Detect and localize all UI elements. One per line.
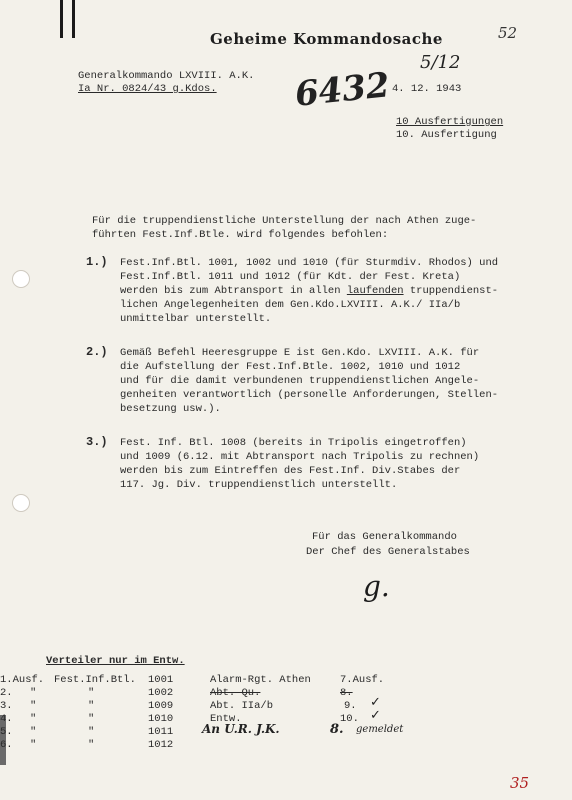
- dist-row-4-unit: ": [30, 713, 37, 725]
- dist-row-6-unit: ": [30, 739, 37, 751]
- paragraph-3-number: 3.): [86, 435, 108, 449]
- paragraph-2-line5: besetzung usw.).: [120, 403, 221, 415]
- checkmark-row-3: ✓: [370, 695, 381, 710]
- paragraph-1-underlined-word: laufenden: [346, 285, 404, 297]
- copy-number: 10. Ausfertigung: [396, 129, 497, 141]
- paragraph-3-line1: Fest. Inf. Btl. 1008 (bereits in Tripolis eingetroffen): [120, 437, 467, 449]
- dist-hand-dest: An U.R. J.K.: [202, 722, 280, 736]
- dist-row-6-num: 1012: [148, 739, 174, 751]
- dist-hand-copy: 8.: [330, 722, 344, 737]
- dist-row-5-quote: ": [88, 726, 95, 738]
- dist-row-1-prefix: 1.Ausf.: [0, 674, 45, 686]
- paragraph-2-line4: genheiten verantwortlich (personelle Anforderungen, Stellen-: [120, 389, 499, 401]
- dist-row-1-num: 1001: [148, 674, 174, 686]
- paragraph-2-line3: und für die damit verbundenen truppendienstlichen Angele-: [120, 375, 480, 387]
- hand-fraction: 5/12: [420, 52, 461, 73]
- punch-hole-bottom: [12, 494, 30, 512]
- dist-row-2-dest: Abt. Qu.: [210, 687, 261, 699]
- paragraph-3-line2: und 1009 (6.12. mit Abtransport nach Tripolis zu rechnen): [120, 451, 480, 463]
- checkmark-row-4: ✓: [370, 708, 381, 723]
- dist-row-4-quote: ": [88, 713, 95, 725]
- dist-row-5-num: 1011: [148, 726, 174, 738]
- dist-row-3-prefix: 3.: [0, 700, 13, 712]
- classification-title: Geheime Kommandosache: [210, 30, 443, 48]
- binder-clip-left: [60, 0, 63, 38]
- dist-row-4-copy: 10.: [340, 713, 359, 725]
- footer-page-number: 35: [510, 774, 530, 792]
- dist-row-3-dest: Abt. IIa/b: [210, 700, 274, 712]
- dist-row-2-unit: ": [30, 687, 37, 699]
- signature-line1: Für das Generalkommando: [312, 531, 457, 543]
- dist-row-5-prefix: 5.: [0, 726, 13, 738]
- paragraph-2-number: 2.): [86, 345, 108, 359]
- dist-row-4-num: 1010: [148, 713, 174, 725]
- paragraph-3-line4: 117. Jg. Div. truppendienstlich unterstellt.: [120, 479, 398, 491]
- dist-row-3-unit: ": [30, 700, 37, 712]
- dist-row-2-quote: ": [88, 687, 95, 699]
- paragraph-1-line3-end: truppendienst-: [403, 285, 499, 297]
- dist-row-3-num: 1009: [148, 700, 174, 712]
- dist-row-3-copy: 9.: [344, 700, 357, 712]
- dist-row-1-unit: Fest.Inf.Btl.: [54, 674, 136, 686]
- distribution-heading: Verteiler nur im Entw.: [46, 655, 185, 667]
- paragraph-1-line5: unmittelbar unterstellt.: [120, 313, 272, 325]
- dist-row-5-unit: ": [30, 726, 37, 738]
- dist-row-2-copy: 8.: [340, 687, 353, 699]
- sender-line2: Ia Nr. 0824/43 g.Kdos.: [78, 83, 217, 95]
- paragraph-1-line1: Fest.Inf.Btl. 1001, 1002 und 1010 (für Sturmdiv. Rhodos) und: [120, 257, 499, 269]
- paragraph-1-number: 1.): [86, 255, 108, 269]
- hand-top-right-number: 52: [498, 24, 518, 42]
- dist-row-2-prefix: 2.: [0, 687, 13, 699]
- dist-row-1-copy: 7.Ausf.: [340, 674, 385, 686]
- dist-row-4-dest: Entw.: [210, 713, 242, 725]
- binder-clip-right: [72, 0, 75, 38]
- intro-line2: führten Fest.Inf.Btle. wird folgendes befohlen:: [92, 229, 389, 241]
- dist-row-6-quote: ": [88, 739, 95, 751]
- dist-row-3-quote: ": [88, 700, 95, 712]
- paragraph-2-line2: die Aufstellung der Fest.Inf.Btle. 1002, 1010 und 1012: [120, 361, 461, 373]
- dist-row-4-prefix: 4.: [0, 713, 13, 725]
- dist-row-1-dest: Alarm-Rgt. Athen: [210, 674, 311, 686]
- signature-line2: Der Chef des Generalstabes: [306, 546, 470, 558]
- paragraph-2-line1: Gemäß Befehl Heeresgruppe E ist Gen.Kdo. LXVIII. A.K. für: [120, 347, 480, 359]
- punch-hole-top: [12, 270, 30, 288]
- paragraph-1-line4: lichen Angelegenheiten dem Gen.Kdo.LXVIII. A.K./ IIa/b: [120, 299, 461, 311]
- sender-line1: Generalkommando LXVIII. A.K.: [78, 70, 255, 82]
- paragraph-3-line3: werden bis zum Eintreffen des Fest.Inf. Div.Stabes der: [120, 465, 461, 477]
- paragraph-1-line3-start: werden bis zum Abtransport in allen: [120, 285, 347, 297]
- paragraph-1-line2: Fest.Inf.Btl. 1011 und 1012 (für Kdt. der Fest. Kreta): [120, 271, 461, 283]
- signature-scrawl: g.: [363, 570, 390, 603]
- dist-row-2-num: 1002: [148, 687, 174, 699]
- copies-total: 10 Ausfertigungen: [396, 116, 504, 128]
- dist-hand-note: gemeldet: [356, 724, 404, 735]
- paragraph-1-line3: [120, 285, 498, 298]
- document-date: 4. 12. 1943: [392, 83, 462, 95]
- intro-line1: Für die truppendienstliche Unterstellung der nach Athen zuge-: [92, 215, 477, 227]
- hand-number: 6432: [293, 65, 392, 115]
- dist-row-6-prefix: 6.: [0, 739, 13, 751]
